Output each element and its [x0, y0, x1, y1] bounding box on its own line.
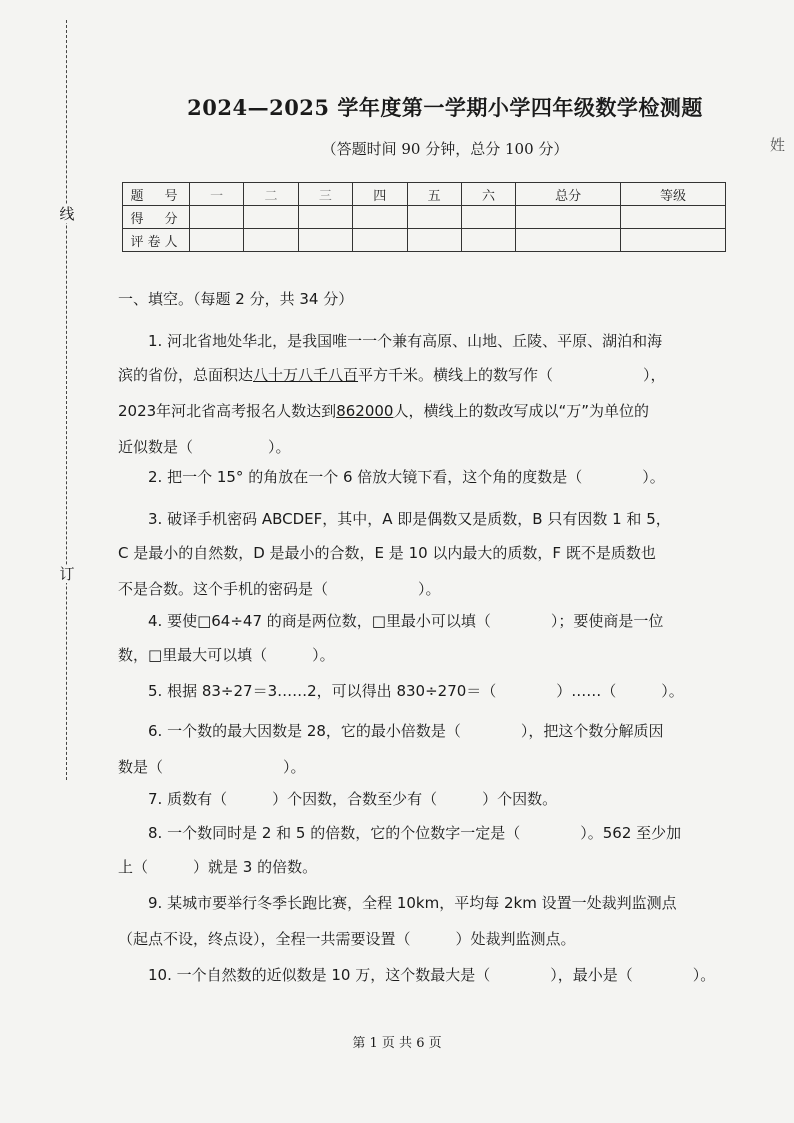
- score-cell[interactable]: [353, 206, 407, 229]
- grader-cell[interactable]: [244, 229, 298, 252]
- score-cell[interactable]: [298, 206, 352, 229]
- header-cell-3: 三: [298, 183, 352, 206]
- q1-line-3-post: 人，横线上的数改写成以“万”为单位的: [393, 402, 649, 420]
- header-cell-5: 五: [407, 183, 461, 206]
- q1-line-2-post: 平方千米。横线上的数写作（ ），: [358, 366, 666, 384]
- score-table-grader-row: [123, 229, 726, 252]
- grader-cell[interactable]: [298, 229, 352, 252]
- q3-line-3: 不是合数。这个手机的密码是（ ）。: [118, 580, 441, 598]
- score-row-label: 得 分: [123, 206, 190, 229]
- score-table-header-row: [123, 183, 726, 206]
- exam-subtitle: （答题时间 90 分钟，总分 100 分）: [321, 140, 569, 158]
- binding-char-ding: 订: [59, 565, 75, 583]
- grader-cell[interactable]: [190, 229, 244, 252]
- grader-cell[interactable]: [407, 229, 461, 252]
- q2-line: 2. 把一个 15° 的角放在一个 6 倍放大镜下看，这个角的度数是（ ）。: [148, 468, 665, 486]
- header-cell-total: 总分: [516, 183, 621, 206]
- q9-line-2: （起点不设，终点设），全程一共需要设置（ ）处裁判监测点。: [118, 930, 576, 948]
- page-footer: 第 1 页 共 6 页: [352, 1036, 442, 1051]
- q1-underlined-number-words: 八十万八千八百: [253, 366, 359, 384]
- q1-line-2: [118, 364, 666, 385]
- q4-line-2: 数，□里最大可以填（ ）。: [118, 646, 335, 664]
- q10-line: 10. 一个自然数的近似数是 10 万，这个数最大是（ ），最小是（ ）。: [148, 966, 716, 984]
- score-cell[interactable]: [516, 206, 621, 229]
- score-cell[interactable]: [621, 206, 726, 229]
- q3-line-2: C 是最小的自然数，D 是最小的合数，E 是 10 以内最大的质数，F 既不是质数也: [118, 544, 656, 562]
- q1-line-1: 1. 河北省地处华北，是我国唯一一个兼有高原、山地、丘陵、平原、湖泊和海: [148, 332, 663, 350]
- edge-char: 姓: [770, 136, 786, 154]
- q8-line-2: 上（ ）就是 3 的倍数。: [118, 858, 318, 876]
- score-cell[interactable]: [407, 206, 461, 229]
- q1-line-3: [118, 400, 649, 421]
- score-cell[interactable]: [244, 206, 298, 229]
- q5-line: 5. 根据 83÷27＝3……2，可以得出 830÷270＝（ ）……（ ）。: [148, 682, 684, 700]
- q1-line-3-pre: 2023年河北省高考报名人数达到: [118, 402, 337, 420]
- q8-line-1: 8. 一个数同时是 2 和 5 的倍数，它的个位数字一定是（ ）。562 至少加: [148, 824, 682, 842]
- score-table-score-row: [123, 206, 726, 229]
- header-cell-label: 题 号: [123, 183, 190, 206]
- section-1-heading: 一、填空。（每题 2 分，共 34 分）: [118, 290, 354, 308]
- header-cell-1: 一: [190, 183, 244, 206]
- q7-line: 7. 质数有（ ）个因数，合数至少有（ ）个因数。: [148, 790, 558, 808]
- grader-cell[interactable]: [516, 229, 621, 252]
- q1-line-4: 近似数是（ ）。: [118, 438, 291, 456]
- score-cell[interactable]: [190, 206, 244, 229]
- grader-cell[interactable]: [353, 229, 407, 252]
- q9-line-1: 9. 某城市要举行冬季长跑比赛，全程 10km，平均每 2km 设置一处裁判监测点: [148, 894, 677, 912]
- q1-line-2-pre: 滨的省份，总面积达: [118, 366, 254, 384]
- grader-cell[interactable]: [461, 229, 515, 252]
- q6-line-2: 数是（ ）。: [118, 758, 306, 776]
- binding-char-xian: 线: [59, 205, 75, 223]
- score-table: [122, 182, 726, 252]
- q4-line-1: 4. 要使□64÷47 的商是两位数，□里最小可以填（ ）；要使商是一位: [148, 612, 664, 630]
- q6-line-1: 6. 一个数的最大因数是 28，它的最小倍数是（ ），把这个数分解质因: [148, 722, 664, 740]
- score-cell[interactable]: [461, 206, 515, 229]
- grader-cell[interactable]: [621, 229, 726, 252]
- header-cell-grade: 等级: [621, 183, 726, 206]
- grader-row-label: 评卷人: [123, 229, 190, 252]
- exam-title: 2024—2025 学年度第一学期小学四年级数学检测题: [187, 95, 703, 120]
- header-cell-6: 六: [461, 183, 515, 206]
- q3-line-1: 3. 破译手机密码 ABCDEF，其中，A 即是偶数又是质数，B 只有因数 1 和 5，: [148, 510, 671, 528]
- q1-underlined-number: 862000: [336, 402, 394, 420]
- header-cell-2: 二: [244, 183, 298, 206]
- binding-dashed-line: [66, 20, 67, 780]
- header-cell-4: 四: [353, 183, 407, 206]
